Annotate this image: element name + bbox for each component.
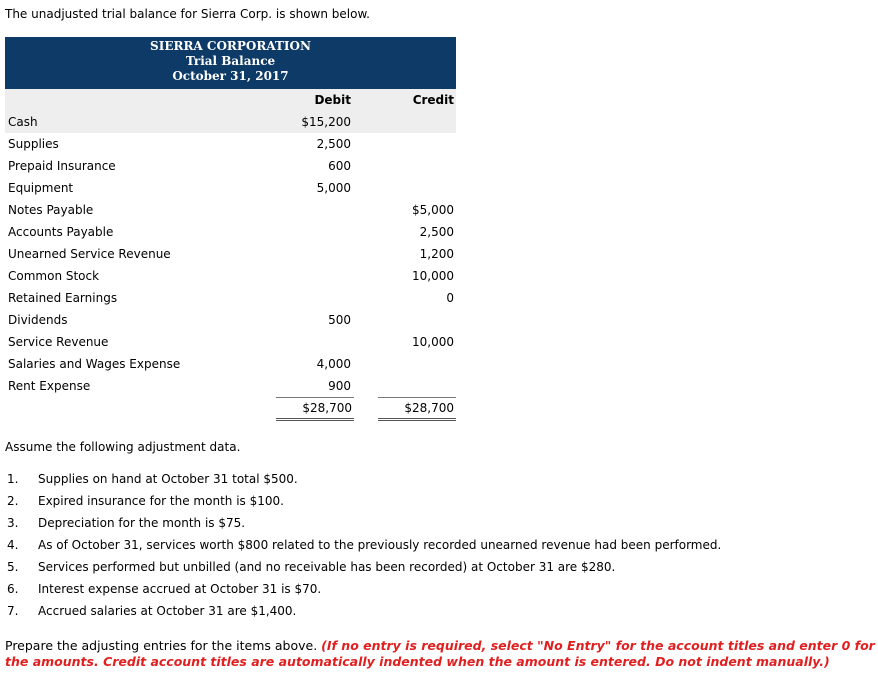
column-headers: [5, 89, 456, 111]
debit-amount: 500: [328, 313, 351, 327]
debit-amount: $15,200: [301, 115, 351, 129]
account-name: Common Stock: [8, 269, 100, 283]
table-row: [5, 177, 456, 199]
item-text: As of October 31, services worth $800 related to the previously recorded unearned revenue had been performed.: [38, 538, 722, 552]
intro-text: The unadjusted trial balance for Sierra Corp. is shown below.: [5, 7, 370, 21]
account-name: Supplies: [8, 137, 59, 151]
account-name: Unearned Service Revenue: [8, 247, 171, 261]
instructions: [5, 638, 875, 670]
item-text: Supplies on hand at October 31 total $500.: [38, 472, 298, 486]
account-name: Accounts Payable: [8, 225, 114, 239]
total-debit-cell: [276, 397, 354, 421]
item-text: Expired insurance for the month is $100.: [38, 494, 284, 508]
debit-header: Debit: [314, 93, 351, 107]
credit-amount: 2,500: [419, 225, 454, 239]
debit-amount: 4,000: [316, 357, 351, 371]
debit-amount: 2,500: [316, 137, 351, 151]
item-text: Depreciation for the month is $75.: [38, 516, 246, 530]
table-row: [5, 155, 456, 177]
item-number: 2.: [7, 494, 19, 508]
debit-amount: 5,000: [316, 181, 351, 195]
table-row: [5, 331, 456, 353]
company-name: SIERRA CORPORATION: [150, 39, 311, 53]
credit-amount: 0: [446, 291, 454, 305]
item-number: 6.: [7, 582, 19, 596]
total-credit-cell: [378, 397, 456, 421]
table-row: [5, 111, 456, 133]
item-text: Accrued salaries at October 31 are $1,400.: [38, 604, 297, 618]
item-text: Services performed but unbilled (and no receivable has been recorded) at October 31 are $280.: [38, 560, 616, 574]
instructions-lead: Prepare the adjusting entries for the items above.: [5, 638, 318, 653]
credit-amount: $5,000: [412, 203, 454, 217]
item-number: 3.: [7, 516, 19, 530]
account-name: Rent Expense: [8, 379, 91, 393]
credit-header: Credit: [412, 93, 454, 107]
assume-text: Assume the following adjustment data.: [5, 440, 241, 454]
item-number: 7.: [7, 604, 19, 618]
trial-balance-header: [5, 37, 456, 89]
table-row: [5, 243, 456, 265]
totals-row: [5, 397, 456, 423]
account-name: Dividends: [8, 313, 68, 327]
account-name: Notes Payable: [8, 203, 94, 217]
total-debit: $28,700: [302, 401, 352, 415]
account-name: Service Revenue: [8, 335, 109, 349]
credit-amount: 1,200: [419, 247, 454, 261]
debit-amount: 900: [328, 379, 351, 393]
credit-amount: 10,000: [412, 335, 454, 349]
trial-balance-table: [5, 37, 456, 423]
credit-amount: 10,000: [412, 269, 454, 283]
account-name: Cash: [8, 115, 38, 129]
statement-date: October 31, 2017: [172, 69, 289, 83]
item-number: 1.: [7, 472, 19, 486]
account-name: Equipment: [8, 181, 74, 195]
account-name: Retained Earnings: [8, 291, 118, 305]
debit-amount: 600: [328, 159, 351, 173]
table-row: [5, 287, 456, 309]
table-row: [5, 221, 456, 243]
table-row: [5, 199, 456, 221]
account-name: Salaries and Wages Expense: [8, 357, 181, 371]
table-row: [5, 375, 456, 397]
account-name: Prepaid Insurance: [8, 159, 116, 173]
item-number: 4.: [7, 538, 19, 552]
table-row: [5, 353, 456, 375]
instructions-note: (If no entry is required, select "No Entry" for the account titles and enter 0 for the amounts. Credit account titles are automatically indented when the amount is entered. Do not indent manually.): [5, 638, 875, 669]
table-row: [5, 309, 456, 331]
table-row: [5, 265, 456, 287]
statement-title: Trial Balance: [185, 54, 276, 68]
item-number: 5.: [7, 560, 19, 574]
item-text: Interest expense accrued at October 31 is $70.: [38, 582, 322, 596]
total-credit: $28,700: [404, 401, 454, 415]
table-row: [5, 133, 456, 155]
